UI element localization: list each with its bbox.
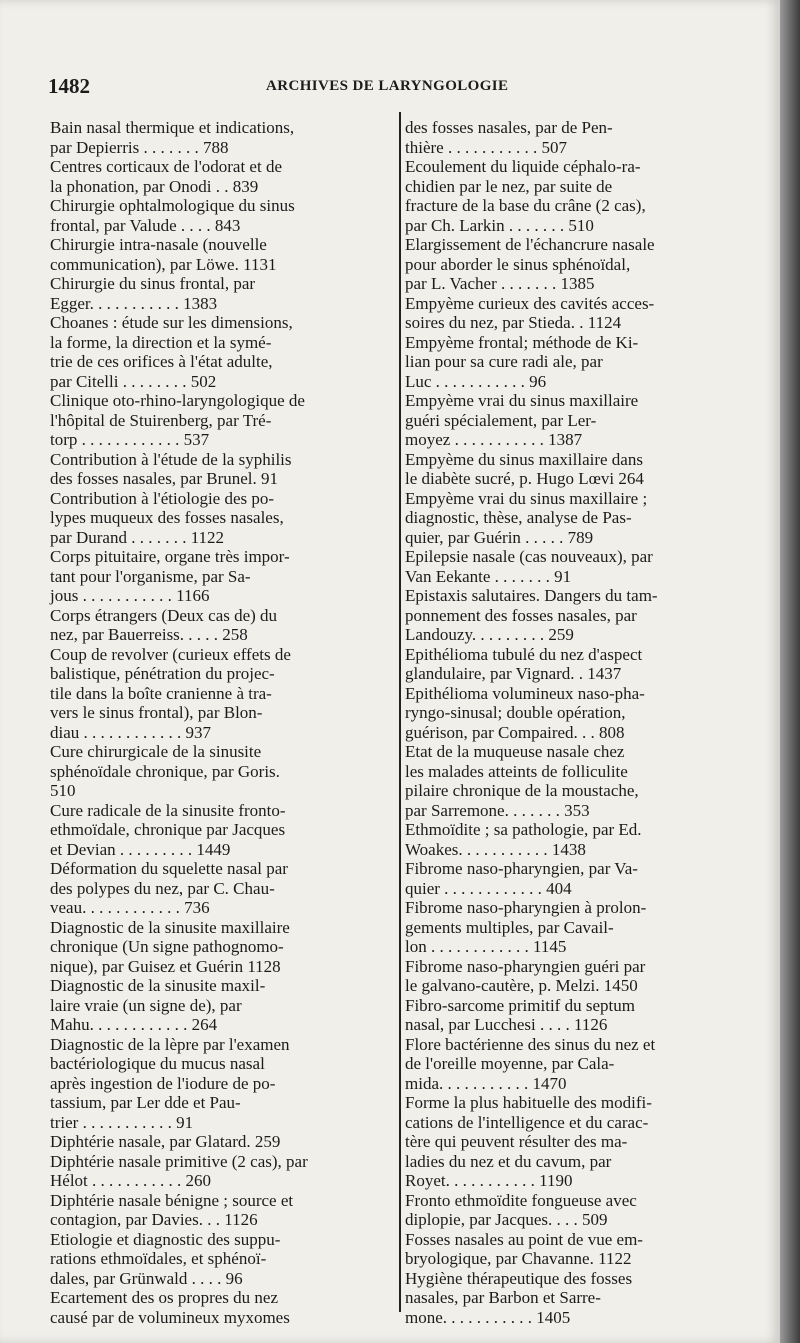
- index-entry-line: le galvano-cautère, p. Melzi. 1450: [405, 976, 638, 995]
- index-entry-line: chidien par le nez, par suite de: [405, 176, 613, 196]
- index-entry-line: Forme la plus habituelle des modifi-: [405, 1093, 652, 1112]
- index-entry-line: rations ethmoïdales, et sphénoï-: [50, 1249, 267, 1268]
- index-entry-line: Egger. . . . . . . . . . . 1383: [50, 293, 218, 313]
- index-entry-line: et Devian . . . . . . . . . 1449: [50, 839, 231, 859]
- index-entry: [405, 586, 750, 645]
- index-entry: [50, 1035, 392, 1133]
- index-entry: [405, 450, 750, 489]
- index-entry-line: Ecartement des os propres du nez: [50, 1288, 278, 1307]
- index-entry: [50, 645, 392, 743]
- index-entry-line: Landouzy. . . . . . . . . 259: [405, 625, 574, 644]
- index-entry-line: Empyème frontal; méthode de Ki-: [405, 332, 639, 352]
- index-entry-line: Diphtérie nasale, par Glatard. 259: [50, 1132, 281, 1151]
- index-entry: [405, 1035, 750, 1094]
- index-entry-line: Epithélioma volumineux naso-pha-: [405, 683, 645, 703]
- index-entry: [405, 820, 750, 859]
- index-entry: [405, 547, 750, 586]
- index-entry-line: quier, par Guérin . . . . . 789: [405, 527, 594, 547]
- index-entry-line: guéri spécialement, par Ler-: [405, 410, 597, 430]
- index-entry-line: Etat de la muqueuse nasale chez: [405, 742, 625, 761]
- index-entry: [50, 157, 392, 196]
- index-entry: [50, 976, 392, 1035]
- index-entry: [405, 489, 750, 548]
- index-entry: [50, 547, 392, 606]
- index-entry-line: Woakes. . . . . . . . . . . 1438: [405, 839, 586, 859]
- index-entry-line: Epilepsie nasale (cas nouveaux), par: [405, 547, 653, 566]
- page-edge-shadow: [780, 0, 800, 1343]
- index-entry-line: thière . . . . . . . . . . . 507: [405, 137, 567, 157]
- index-entry: [405, 1191, 750, 1230]
- index-entry-line: Chirurgie ophtalmologique du sinus: [50, 196, 295, 215]
- index-entry-line: mida. . . . . . . . . . . 1470: [405, 1073, 567, 1093]
- running-title: ARCHIVES DE LARYNGOLOGIE: [266, 78, 509, 94]
- index-entry-line: Flore bactérienne des sinus du nez et: [405, 1034, 656, 1054]
- index-entry-line: Fronto ethmoïdite fongueuse avec: [405, 1190, 637, 1210]
- index-entry: [50, 742, 392, 801]
- index-entry-line: diagnostic, thèse, analyse de Pas-: [405, 508, 632, 527]
- index-entry-line: les malades atteints de folliculite: [405, 761, 628, 781]
- index-entry: [405, 294, 750, 333]
- index-entry-line: Diphtérie nasale bénigne ; source et: [50, 1190, 294, 1210]
- index-entry-line: Fibrome naso-pharyngien à prolon-: [405, 898, 647, 917]
- index-entry: [50, 489, 392, 548]
- index-entry-line: communication), par Löwe. 1131: [50, 254, 277, 274]
- page-header: [48, 74, 768, 104]
- index-entry-line: de l'oreille moyenne, par Cala-: [405, 1054, 615, 1073]
- index-entry-line: ethmoïdale, chronique par Jacques: [50, 820, 286, 839]
- index-entry-line: moyez . . . . . . . . . . . 1387: [405, 430, 583, 449]
- index-entry-line: Cure radicale de la sinusite fronto-: [50, 800, 286, 820]
- index-entry-line: Empyème vrai du sinus maxillaire: [405, 391, 639, 410]
- index-entry-line: Cure chirurgicale de la sinusite: [50, 742, 262, 761]
- index-entry: [405, 742, 750, 820]
- index-entry: [50, 391, 392, 450]
- index-entry: [50, 1191, 392, 1230]
- index-entry: [50, 313, 392, 391]
- index-entry-line: trier . . . . . . . . . . . 91: [50, 1112, 194, 1132]
- index-column-left: [50, 118, 392, 1327]
- index-entry: [50, 859, 392, 918]
- index-entry-line: causé par de volumineux myxomes: [50, 1307, 290, 1327]
- index-entry-line: Empyème curieux des cavités acces-: [405, 293, 655, 313]
- index-entry: [405, 1230, 750, 1269]
- index-entry: [405, 1269, 750, 1328]
- index-entry-line: veau. . . . . . . . . . . . 736: [50, 898, 210, 917]
- index-entry-line: par Durand . . . . . . . 1122: [50, 527, 225, 547]
- index-entry-line: cations de l'intelligence et du carac-: [405, 1112, 649, 1132]
- index-entry-line: Bain nasal thermique et indications,: [50, 118, 295, 137]
- index-entry-line: chronique (Un signe pathognomo-: [50, 937, 284, 956]
- index-entry-line: ponnement des fosses nasales, par: [405, 605, 637, 625]
- index-entry-line: Royet. . . . . . . . . . . 1190: [405, 1171, 573, 1190]
- index-entry-line: gements multiples, par Cavail-: [405, 917, 614, 937]
- index-entry-line: nez, par Bauerreiss. . . . . 258: [50, 625, 248, 644]
- index-entry-line: Diagnostic de la sinusite maxil-: [50, 976, 266, 995]
- index-entry: [405, 859, 750, 898]
- index-column-right: [405, 118, 750, 1327]
- index-entry-line: Hygiène thérapeutique des fosses: [405, 1268, 633, 1288]
- index-entry-line: nique), par Guisez et Guérin 1128: [50, 956, 281, 976]
- page-number: 1482: [48, 74, 90, 98]
- index-entry-line: lian pour sa cure radi ale, par: [405, 352, 603, 371]
- index-entry: [405, 957, 750, 996]
- index-entry-line: balistique, pénétration du projec-: [50, 664, 275, 683]
- index-entry-line: par Citelli . . . . . . . . 502: [50, 371, 217, 391]
- index-entry-line: Contribution à l'étiologie des po-: [50, 488, 275, 508]
- index-entry-line: Chirurgie intra-nasale (nouvelle: [50, 235, 267, 254]
- index-entry-line: sphénoïdale chronique, par Goris.: [50, 761, 280, 781]
- index-entry-line: tassium, par Ler dde et Pau-: [50, 1093, 241, 1112]
- index-entry: [50, 196, 392, 235]
- index-entry-line: 510: [50, 781, 76, 800]
- index-entry-line: diau . . . . . . . . . . . . 937: [50, 722, 212, 742]
- index-entry-line: Corps pituitaire, organe très impor-: [50, 547, 290, 566]
- index-entry: [405, 1093, 750, 1191]
- index-entry: [50, 918, 392, 977]
- index-entry-line: Fosses nasales au point de vue em-: [405, 1229, 643, 1249]
- index-entry-line: la forme, la direction et la symé-: [50, 332, 272, 352]
- index-entry: [50, 118, 392, 157]
- index-entry-line: Chirurgie du sinus frontal, par: [50, 274, 256, 293]
- index-entry: [50, 274, 392, 313]
- index-entry-line: Elargissement de l'échancrure nasale: [405, 235, 655, 254]
- index-entry-line: Diphtérie nasale primitive (2 cas), par: [50, 1151, 308, 1171]
- index-entry-line: fracture de la base du crâne (2 cas),: [405, 196, 646, 215]
- index-entry-line: Ethmoïdite ; sa pathologie, par Ed.: [405, 820, 642, 839]
- index-entry-line: jous . . . . . . . . . . . 1166: [50, 586, 210, 605]
- index-entry-line: lon . . . . . . . . . . . . 1145: [405, 937, 567, 956]
- index-entry: [405, 684, 750, 743]
- index-entry-line: Empyème vrai du sinus maxillaire ;: [405, 488, 648, 508]
- index-entry-line: Hélot . . . . . . . . . . . 260: [50, 1171, 212, 1190]
- index-entry-line: mone. . . . . . . . . . . 1405: [405, 1307, 571, 1327]
- index-entry-line: Déformation du squelette nasal par: [50, 859, 288, 878]
- index-entry-line: Coup de revolver (curieux effets de: [50, 644, 291, 664]
- index-entry-line: par Ch. Larkin . . . . . . . 510: [405, 215, 594, 235]
- index-entry-line: Epistaxis salutaires. Dangers du tam-: [405, 586, 658, 605]
- index-entry-line: soires du nez, par Stieda. . 1124: [405, 313, 622, 332]
- index-entry-line: après ingestion de l'iodure de po-: [50, 1073, 276, 1093]
- index-entry-line: glandulaire, par Vignard. . 1437: [405, 664, 622, 683]
- index-entry: [50, 1288, 392, 1327]
- index-entry-line: Etiologie et diagnostic des suppu-: [50, 1229, 281, 1249]
- index-entry-line: pour aborder le sinus sphénoïdal,: [405, 254, 631, 274]
- index-entry-line: Fibrome naso-pharyngien guéri par: [405, 956, 646, 976]
- index-entry: [405, 645, 750, 684]
- index-entry-line: nasales, par Barbon et Sarre-: [405, 1288, 601, 1307]
- index-entry: [405, 996, 750, 1035]
- index-entry-line: par Sarremone. . . . . . . 353: [405, 800, 590, 820]
- index-entry-line: Ecoulement du liquide céphalo-ra-: [405, 157, 641, 176]
- index-entry: [50, 1152, 392, 1191]
- index-entry-line: tère qui peuvent résulter des ma-: [405, 1132, 628, 1151]
- index-entry-line: des fosses nasales, par de Pen-: [405, 118, 613, 137]
- index-entry-line: Empyème du sinus maxillaire dans: [405, 449, 643, 469]
- index-entry-line: Fibro-sarcome primitif du septum: [405, 995, 635, 1015]
- index-entry: [405, 118, 750, 157]
- index-entry: [405, 235, 750, 294]
- index-entry: [50, 1230, 392, 1289]
- index-entry: [50, 1132, 392, 1152]
- index-entry-line: dales, par Grünwald . . . . 96: [50, 1268, 243, 1288]
- index-entry-line: Clinique oto-rhino-laryngologique de: [50, 391, 305, 410]
- index-entry-line: Fibrome naso-pharyngien, par Va-: [405, 859, 638, 878]
- index-entry: [50, 450, 392, 489]
- index-entry-line: Corps étrangers (Deux cas de) du: [50, 605, 278, 625]
- index-entry-line: frontal, par Valude . . . . 843: [50, 215, 241, 235]
- column-divider: [399, 112, 401, 1312]
- index-entry-line: pilaire chronique de la moustache,: [405, 781, 639, 800]
- index-entry-line: tant pour l'organisme, par Sa-: [50, 566, 251, 586]
- index-entry-line: l'hôpital de Stuirenberg, par Tré-: [50, 410, 272, 430]
- index-entry-line: trie de ces orifices à l'état adulte,: [50, 352, 273, 371]
- index-entry-line: diplopie, par Jacques. . . . 509: [405, 1210, 608, 1229]
- index-entry-line: quier . . . . . . . . . . . . 404: [405, 878, 572, 898]
- index-entry-line: par Depierris . . . . . . . 788: [50, 137, 229, 157]
- index-entry-line: Epithélioma tubulé du nez d'aspect: [405, 644, 643, 664]
- index-entry-line: torp . . . . . . . . . . . . 537: [50, 430, 210, 449]
- index-entry-line: des polypes du nez, par C. Chau-: [50, 878, 275, 898]
- index-entry-line: par L. Vacher . . . . . . . 1385: [405, 274, 595, 293]
- index-entry-line: bryologique, par Chavanne. 1122: [405, 1249, 632, 1268]
- index-entry: [405, 333, 750, 392]
- index-entry-line: Mahu. . . . . . . . . . . . 264: [50, 1015, 218, 1034]
- index-entry-line: la phonation, par Onodi . . 839: [50, 176, 259, 196]
- index-entry-line: le diabète sucré, p. Hugo Lœvi 264: [405, 469, 644, 488]
- index-entry-line: Diagnostic de la sinusite maxillaire: [50, 917, 290, 937]
- index-entry: [50, 235, 392, 274]
- index-entry-line: Luc . . . . . . . . . . . 96: [405, 371, 547, 391]
- index-entry-line: ryngo-sinusal; double opération,: [405, 703, 626, 722]
- index-entry-line: lypes muqueux des fosses nasales,: [50, 508, 284, 527]
- index-entry-line: contagion, par Davies. . . 1126: [50, 1210, 258, 1229]
- index-entry-line: ladies du nez et du cavum, par: [405, 1151, 612, 1171]
- index-entry-line: Centres corticaux de l'odorat et de: [50, 157, 282, 176]
- index-entry-line: Van Eekante . . . . . . . 91: [405, 566, 572, 586]
- index-entry: [50, 606, 392, 645]
- index-entry-line: vers le sinus frontal), par Blon-: [50, 703, 263, 722]
- index-entry-line: nasal, par Lucchesi . . . . 1126: [405, 1015, 608, 1034]
- index-entry-line: bactériologique du mucus nasal: [50, 1054, 265, 1073]
- index-entry: [50, 801, 392, 860]
- index-entry-line: laire vraie (un signe de), par: [50, 995, 242, 1015]
- index-entry-line: Choanes : étude sur les dimensions,: [50, 313, 293, 332]
- index-entry-line: Diagnostic de la lèpre par l'examen: [50, 1034, 290, 1054]
- index-entry: [405, 391, 750, 450]
- index-entry-line: tile dans la boîte cranienne à tra-: [50, 683, 272, 703]
- index-entry-line: guérison, par Compaired. . . 808: [405, 722, 625, 742]
- index-entry-line: des fosses nasales, par Brunel. 91: [50, 469, 279, 488]
- index-entry: [405, 157, 750, 235]
- index-entry-line: Contribution à l'étude de la syphilis: [50, 449, 292, 469]
- index-entry: [405, 898, 750, 957]
